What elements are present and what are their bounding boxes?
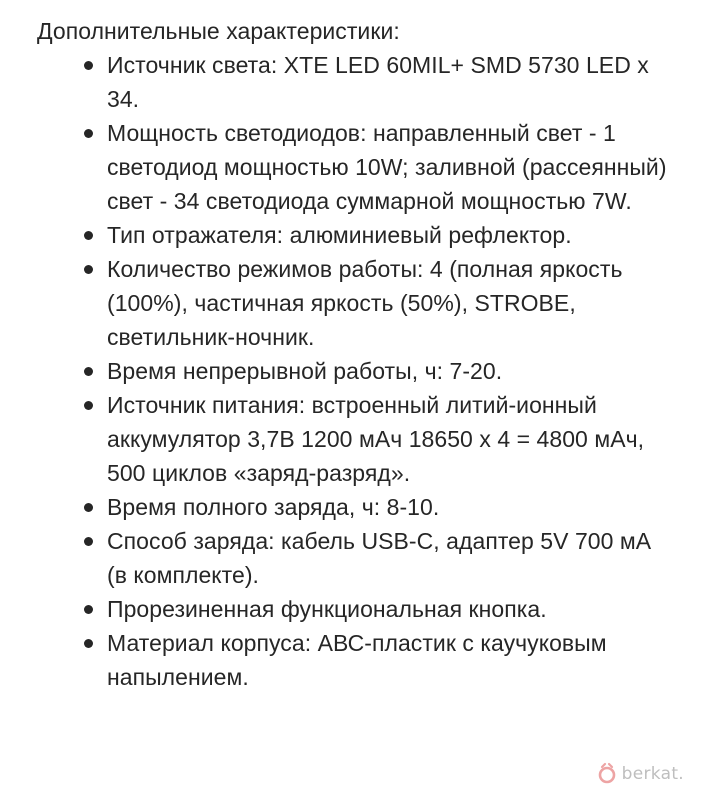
bullet-icon [84, 129, 93, 138]
bullet-icon [84, 231, 93, 240]
list-item [37, 490, 677, 524]
list-item-text: Тип отражателя: алюминиевый рефлектор. [107, 222, 572, 248]
list-item-text: Материал корпуса: АВС-пластик с каучуковым напылением. [107, 630, 607, 690]
watermark-text: berkat. [621, 764, 684, 784]
list-item [37, 354, 677, 388]
bullet-icon [84, 401, 93, 410]
bullet-icon [84, 639, 93, 648]
list-item-text: Мощность светодиодов: направленный свет - 1 светодиод мощностью 10W; заливной (рассеянный) свет - 34 светодиода суммарной мощностью 7W. [107, 120, 667, 214]
list-item [37, 592, 677, 626]
list-item-text: Время непрерывной работы, ч: 7-20. [107, 358, 503, 384]
section-heading: Дополнительные характеристики: [37, 18, 400, 44]
bullet-icon [84, 605, 93, 614]
bullet-icon [84, 503, 93, 512]
bullet-icon [84, 61, 93, 70]
list-item-text: Время полного заряда, ч: 8-10. [107, 494, 440, 520]
list-item [37, 626, 677, 694]
list-item [37, 388, 677, 490]
list-item-text: Источник питания: встроенный литий-ионный аккумулятор 3,7В 1200 мАч 18650 х 4 = 4800 мАч, 500 циклов «заряд-разряд». [107, 392, 645, 486]
list-item [37, 252, 677, 354]
watermark [596, 762, 684, 786]
bullet-icon [84, 537, 93, 546]
list-item [37, 48, 677, 116]
bullet-icon [84, 367, 93, 376]
list-item [37, 218, 677, 252]
spec-list [37, 48, 677, 694]
list-item-text: Источник света: XTE LED 60MIL+ SMD 5730 LED x 34. [107, 52, 649, 112]
berkat-logo-icon [596, 762, 618, 786]
list-item [37, 524, 677, 592]
list-item [37, 116, 677, 218]
document-content [37, 14, 677, 694]
list-item-text: Способ заряда: кабель USB-C, адаптер 5V 700 мА (в комплекте). [107, 528, 652, 588]
list-item-text: Количество режимов работы: 4 (полная яркость (100%), частичная яркость (50%), STROBE, светильник-ночник. [107, 256, 623, 350]
bullet-icon [84, 265, 93, 274]
list-item-text: Прорезиненная функциональная кнопка. [107, 596, 547, 622]
